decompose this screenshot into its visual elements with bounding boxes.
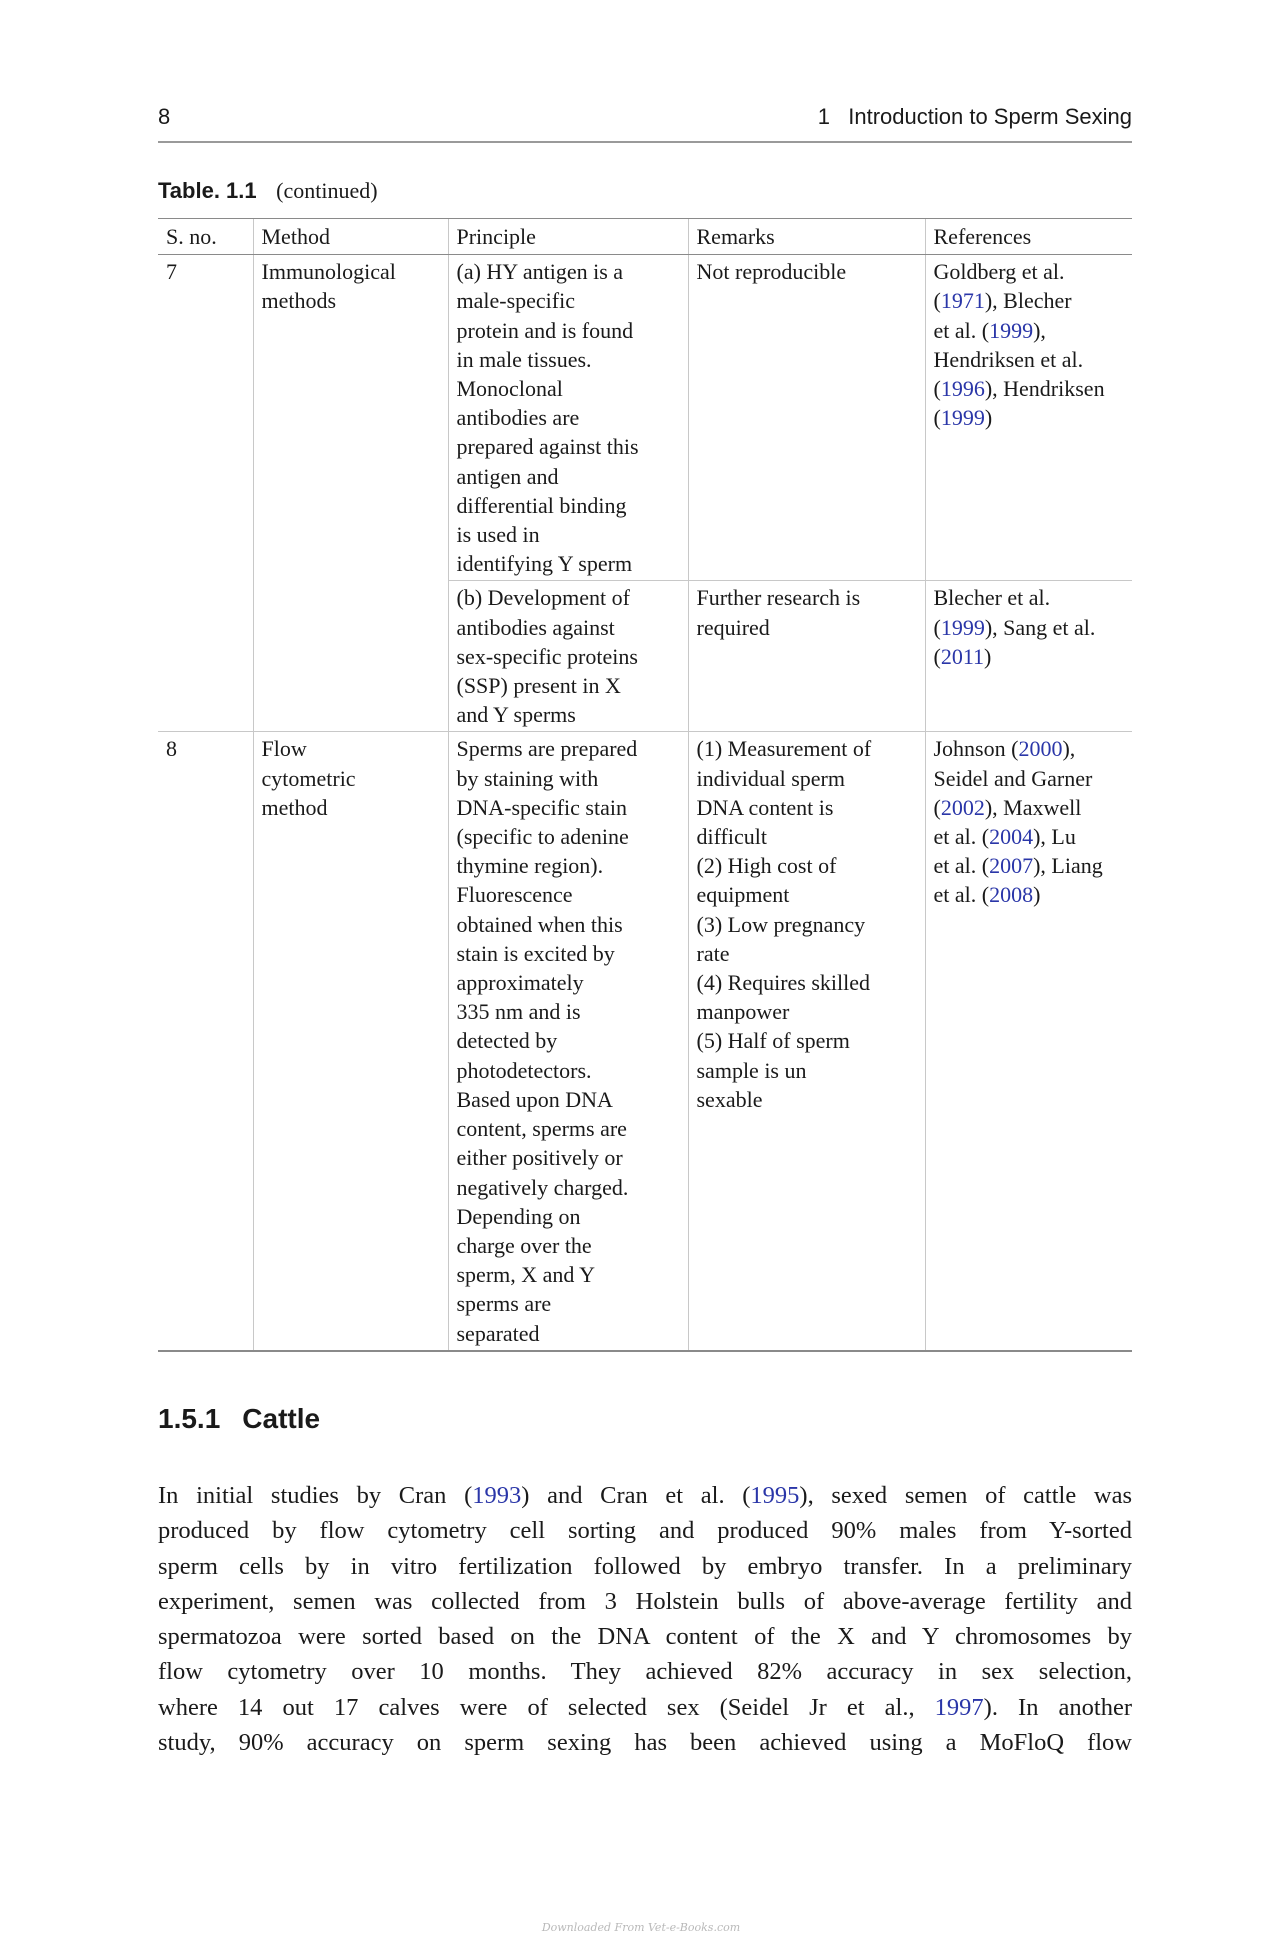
table-caption (158, 178, 378, 204)
cell-text-line: and Y sperms (456, 702, 576, 728)
text-run: ( (933, 643, 941, 669)
cell-text-line: manpower (696, 999, 790, 1025)
cell-text-line: differential binding (456, 492, 627, 518)
text-run: ), Liang (1033, 853, 1103, 879)
cell-text-line: sexable (696, 1086, 763, 1112)
reference-line (934, 880, 1125, 909)
reference-line (934, 374, 1125, 403)
text-run: experiment, semen was collected from 3 Holstein bulls of above-average fertility and (158, 1587, 1132, 1615)
cell-text-line: photodetectors. (456, 1057, 592, 1083)
cell-text-line: Immunological (261, 259, 396, 285)
citation-link[interactable]: 1993 (472, 1482, 522, 1509)
principle-cell (448, 732, 688, 1351)
citation-link[interactable]: 1999 (940, 614, 985, 640)
paragraph-line (158, 1654, 1132, 1689)
chapter-title: 1 Introduction to Sperm Sexing (817, 104, 1132, 129)
section-heading (158, 1403, 320, 1435)
citation-link[interactable]: 1971 (940, 288, 985, 314)
text-run: where 14 out 17 calves were of selected sex (Seidel Jr et al., (158, 1693, 935, 1721)
paragraph-line (158, 1725, 1132, 1760)
cell-text-line: antibodies are (456, 405, 580, 431)
text-run: ) and Cran et al. ( (521, 1482, 751, 1509)
citation-link[interactable]: 1999 (989, 317, 1034, 343)
cell-text-line: prepared against this (456, 434, 639, 460)
reference-line (934, 764, 1125, 793)
reference-line (934, 793, 1125, 822)
column-header: Principle (448, 219, 688, 255)
body-paragraph (158, 1478, 1132, 1760)
serial-number-cell: 7 (158, 255, 253, 732)
text-run: et al. ( (933, 824, 990, 850)
paragraph-line (158, 1513, 1132, 1548)
column-header: References (925, 219, 1132, 255)
cell-text-line: methods (261, 288, 337, 314)
text-run: ( (933, 614, 941, 640)
citation-link[interactable]: 2007 (989, 853, 1034, 879)
cell-text-line: Sperms are prepared (456, 736, 638, 762)
cell-text-line: stain is excited by (456, 940, 615, 966)
text-run: et al. ( (933, 853, 990, 879)
text-run: ) (1033, 882, 1041, 908)
citation-link[interactable]: 2008 (989, 882, 1034, 908)
cell-text-line: 335 nm and is (456, 999, 581, 1025)
text-run: ), Sang et al. (984, 614, 1096, 640)
text-run: study, 90% accuracy on sperm sexing has been achieved using a MoFloQ flow (158, 1729, 1132, 1757)
cell-text-line: sperms are (456, 1291, 552, 1317)
cell-text-line: cytometric (261, 765, 356, 791)
remarks-cell (688, 581, 925, 732)
references-cell (925, 255, 1132, 581)
text-run: spermatozoa were sorted based on the DNA content of the X and Y chromosomes by (158, 1623, 1132, 1651)
cell-text-line: Not reproducible (696, 259, 847, 285)
cell-text-line: identifying Y sperm (456, 551, 633, 577)
citation-link[interactable]: 2002 (940, 794, 985, 820)
citation-link[interactable]: 2011 (940, 643, 985, 669)
method-cell (253, 255, 448, 732)
cell-text-line: male-specific (456, 288, 575, 314)
principle-cell (448, 581, 688, 732)
citation-link[interactable]: 1997 (934, 1693, 984, 1721)
cell-text-line: (specific to adenine (456, 824, 629, 850)
reference-line (934, 345, 1125, 374)
text-run: Blecher et al. (933, 585, 1051, 611)
text-run: ( (933, 405, 941, 431)
cell-text-line: sperm, X and Y (456, 1262, 595, 1288)
reference-line (934, 316, 1125, 345)
citation-link[interactable]: 2000 (1018, 736, 1063, 762)
section-number: 1.5.1 (158, 1403, 221, 1434)
reference-line (934, 642, 1125, 671)
text-run: ( (933, 376, 941, 402)
cell-text-line: by staining with (456, 765, 599, 791)
cell-text-line: equipment (696, 882, 790, 908)
references-cell (925, 581, 1132, 732)
cell-text-line: DNA-specific stain (456, 794, 627, 820)
cell-text-line: (a) HY antigen is a (456, 259, 624, 285)
text-run: flow cytometry over 10 months. They achieved 82% accuracy in sex selection, (158, 1658, 1132, 1686)
references-cell (925, 732, 1132, 1351)
reference-line (934, 286, 1125, 315)
cell-text-line: content, sperms are (456, 1116, 627, 1142)
text-run: ( (933, 794, 941, 820)
cell-text-line: Depending on (456, 1203, 581, 1229)
citation-link[interactable]: 2004 (989, 824, 1034, 850)
table-header-row (158, 219, 1132, 255)
text-run: ) (984, 643, 992, 669)
cell-text-line: (2) High cost of (696, 853, 837, 879)
cell-text-line: approximately (456, 970, 584, 996)
cell-text-line: (SSP) present in X (456, 673, 621, 699)
serial-number-cell: 8 (158, 732, 253, 1351)
reference-line (934, 822, 1125, 851)
cell-text-line: sample is un (696, 1057, 807, 1083)
cell-text-line: Based upon DNA (456, 1086, 613, 1112)
cell-text-line: (b) Development of (456, 585, 630, 611)
text-run: ). In another (983, 1693, 1132, 1721)
citation-link[interactable]: 1996 (940, 376, 985, 402)
remarks-cell (688, 255, 925, 581)
header-rule (158, 141, 1132, 143)
paragraph-line (158, 1690, 1132, 1725)
table-row (158, 732, 1132, 1351)
paragraph-line (158, 1619, 1132, 1654)
cell-text-line: difficult (696, 824, 767, 850)
text-run: ), Hendriksen (984, 376, 1105, 402)
table-row (158, 255, 1132, 581)
cell-text-line: charge over the (456, 1232, 592, 1258)
citation-link[interactable]: 1999 (940, 405, 985, 431)
cell-text-line: antigen and (456, 463, 559, 489)
remarks-cell (688, 732, 925, 1351)
column-header: S. no. (158, 219, 253, 255)
page-number: 8 (158, 104, 171, 129)
reference-line (934, 613, 1125, 642)
text-run: ( (933, 288, 941, 314)
text-run: Seidel and Garner (933, 765, 1093, 791)
download-watermark: Downloaded From Vet-e-Books.com (541, 1921, 741, 1934)
cell-text-line: in male tissues. (456, 346, 592, 372)
text-run: ), Maxwell (984, 794, 1082, 820)
text-run: ), Lu (1033, 824, 1076, 850)
text-run: Hendriksen et al. (933, 346, 1084, 372)
text-run: ) (984, 405, 993, 431)
table-continued-note: (continued) (276, 178, 378, 203)
cell-text-line: (4) Requires skilled (696, 970, 871, 996)
section-title: Cattle (242, 1403, 321, 1434)
text-run: et al. ( (933, 882, 990, 908)
text-run: ), sexed semen of cattle was (799, 1482, 1132, 1509)
paragraph-line (158, 1478, 1132, 1513)
cell-text-line: protein and is found (456, 317, 634, 343)
text-run: ), (1062, 736, 1076, 762)
text-run: Johnson ( (933, 736, 1019, 762)
text-run: produced by flow cytometry cell sorting and produced 90% males from Y-sorted (158, 1517, 1132, 1545)
reference-line (934, 851, 1125, 880)
cell-text-line: DNA content is (696, 794, 834, 820)
cell-text-line: Monoclonal (456, 376, 563, 402)
cell-text-line: detected by (456, 1028, 558, 1054)
reference-line (934, 403, 1125, 432)
cell-text-line: sex-specific proteins (456, 643, 638, 669)
paragraph-line (158, 1549, 1132, 1584)
cell-text-line: (1) Measurement of (696, 736, 872, 762)
method-cell (253, 732, 448, 1351)
cell-text-line: antibodies against (456, 614, 615, 640)
reference-line (934, 583, 1125, 612)
cell-text-line: thymine region). (456, 853, 604, 879)
table-label: Table. 1.1 (158, 178, 257, 203)
text-run: ), Blecher (984, 288, 1072, 314)
cell-text-line: is used in (456, 522, 540, 548)
text-run: et al. ( (933, 317, 990, 343)
column-header: Remarks (688, 219, 925, 255)
cell-text-line: method (261, 794, 328, 820)
cell-text-line: rate (696, 940, 730, 966)
reference-line (934, 734, 1125, 763)
cell-text-line: Fluorescence (456, 882, 573, 908)
column-header: Method (253, 219, 448, 255)
principle-cell (448, 255, 688, 581)
text-run: ), (1033, 317, 1046, 343)
cell-text-line: required (696, 614, 770, 640)
running-header (158, 100, 1132, 134)
paragraph-line (158, 1584, 1132, 1619)
cell-text-line: separated (456, 1320, 540, 1346)
methods-table (158, 218, 1132, 1352)
citation-link[interactable]: 1995 (750, 1482, 800, 1509)
text-run: In initial studies by Cran ( (158, 1482, 473, 1509)
cell-text-line: (5) Half of sperm (696, 1028, 850, 1054)
text-run: Goldberg et al. (933, 259, 1065, 285)
cell-text-line: individual sperm (696, 765, 845, 791)
cell-text-line: Further research is (696, 585, 861, 611)
text-run: sperm cells by in vitro fertilization followed by embryo transfer. In a preliminary (158, 1552, 1132, 1580)
cell-text-line: obtained when this (456, 911, 623, 937)
cell-text-line: negatively charged. (456, 1174, 629, 1200)
cell-text-line: Flow (261, 736, 307, 762)
reference-line (934, 257, 1125, 286)
cell-text-line: (3) Low pregnancy (696, 911, 866, 937)
cell-text-line: either positively or (456, 1145, 623, 1171)
